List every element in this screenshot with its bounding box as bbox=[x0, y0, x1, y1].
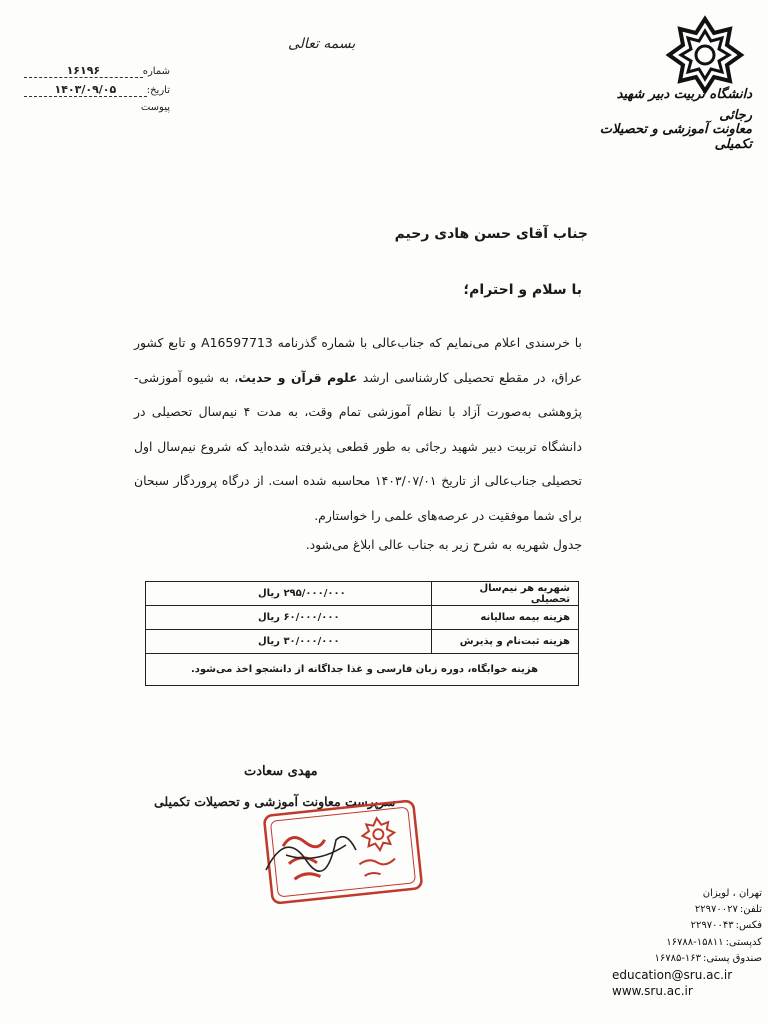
fee-amount: ۶۰/۰۰۰/۰۰۰ ریال bbox=[146, 606, 432, 630]
recipient-line: جناب آقای حسن هادی رحیم bbox=[394, 226, 588, 242]
table-row bbox=[146, 582, 579, 606]
fee-label: شهریه هر نیم‌سال تحصیلی bbox=[432, 582, 579, 606]
phone-label: تلفن: bbox=[739, 904, 762, 916]
letter-number-value: ۱۶۱۹۶ bbox=[24, 64, 143, 78]
address-line bbox=[612, 886, 762, 902]
phone-value: ۲۲۹۷۰۰۲۷ bbox=[694, 904, 738, 916]
signatory-name: مهدی سعادت bbox=[244, 764, 318, 779]
pobox-value: ۱۶۷۸۵-۱۶۳ bbox=[654, 952, 702, 964]
bismillah-heading: بسمه تعالی bbox=[288, 36, 356, 52]
signatory-title: سرپرست معاونت آموزشی و تحصیلات تکمیلی bbox=[154, 794, 396, 809]
letter-attachment-label: پیوست bbox=[140, 102, 170, 113]
fee-label: هزینه بیمه سالیانه bbox=[432, 606, 579, 630]
pobox-label: صندوق پستی: bbox=[703, 952, 762, 964]
contact-block bbox=[612, 886, 762, 999]
greeting-line: با سلام و احترام؛ bbox=[463, 282, 582, 298]
university-name: دانشگاه تربیت دبیر شهید رجائی bbox=[616, 87, 752, 123]
address-text: تهران ، لویزان bbox=[702, 888, 762, 899]
letter-number-field bbox=[20, 64, 170, 78]
fee-amount: ۲۹۵/۰۰۰/۰۰۰ ریال bbox=[146, 582, 432, 606]
handwritten-signature-icon bbox=[196, 760, 426, 900]
body-text-part2: و تابع کشور عراق، در مقطع تحصیلی کارشناسی ارشد bbox=[134, 335, 582, 385]
fax-line bbox=[612, 918, 762, 934]
postal-line bbox=[612, 935, 762, 951]
table-row bbox=[146, 606, 579, 630]
postal-label: کدپستی: bbox=[725, 936, 762, 948]
passport-number: A16597713 bbox=[201, 335, 273, 350]
fax-label: فکس: bbox=[735, 920, 762, 932]
field-of-study: علوم قرآن و حدیث bbox=[238, 369, 358, 385]
phone-line bbox=[612, 902, 762, 918]
body-text-part1: با خرسندی اعلام می‌نمایم که جناب‌عالی با شماره گذرنامه bbox=[272, 335, 583, 350]
table-row bbox=[146, 654, 579, 686]
letter-attachment-field bbox=[20, 102, 170, 113]
pobox-line bbox=[612, 951, 762, 967]
letter-number-label: شماره bbox=[142, 66, 170, 77]
tuition-table bbox=[145, 581, 579, 686]
fee-amount: ۳۰/۰۰۰/۰۰۰ ریال bbox=[146, 630, 432, 654]
letter-date-label: تاریخ: bbox=[146, 85, 170, 96]
website-link[interactable]: www.sru.ac.ir bbox=[612, 984, 693, 999]
body-text-part3: ، به شیوه آموزشی-پژوهشی به‌صورت آزاد با نظام آموزشی تمام وقت، به مدت ۴ نیم‌سال تحصیلی در دانشگاه تربیت دبیر شهید رجائی به طور قطعی پذیرفته شده‌اید که شروع نیم‌سال اول تحصیلی جناب‌عالی از تاریخ ۱۴۰۳/۰۷/۰۱ محاسبه شده است. از درگاه پروردگار سبحان برای شما موفقیت در عرصه‌های علمی را خواستارم. bbox=[134, 369, 582, 523]
letter-body bbox=[134, 326, 582, 533]
table-intro: جدول شهریه به شرح زیر به جناب عالی ابلاغ می‌شود. bbox=[305, 537, 582, 552]
postal-value: ۱۶۷۸۸-۱۵۸۱۱ bbox=[666, 936, 724, 948]
letter-date-value: ۱۴۰۳/۰۹/۰۵ bbox=[24, 83, 147, 97]
email-link[interactable]: education@sru.ac.ir bbox=[612, 968, 733, 983]
fee-label: هزینه ثبت‌نام و پذیرش bbox=[432, 630, 579, 654]
letter-date-field bbox=[20, 83, 170, 97]
table-row bbox=[146, 630, 579, 654]
fax-value: ۲۲۹۷۰۰۴۳ bbox=[690, 920, 734, 932]
department-name: معاونت آموزشی و تحصیلات تکمیلی bbox=[599, 122, 752, 152]
fee-note: هزینه خوابگاه، دوره زبان فارسی و غذا جداگانه از دانشجو اخذ می‌شود. bbox=[146, 654, 579, 686]
